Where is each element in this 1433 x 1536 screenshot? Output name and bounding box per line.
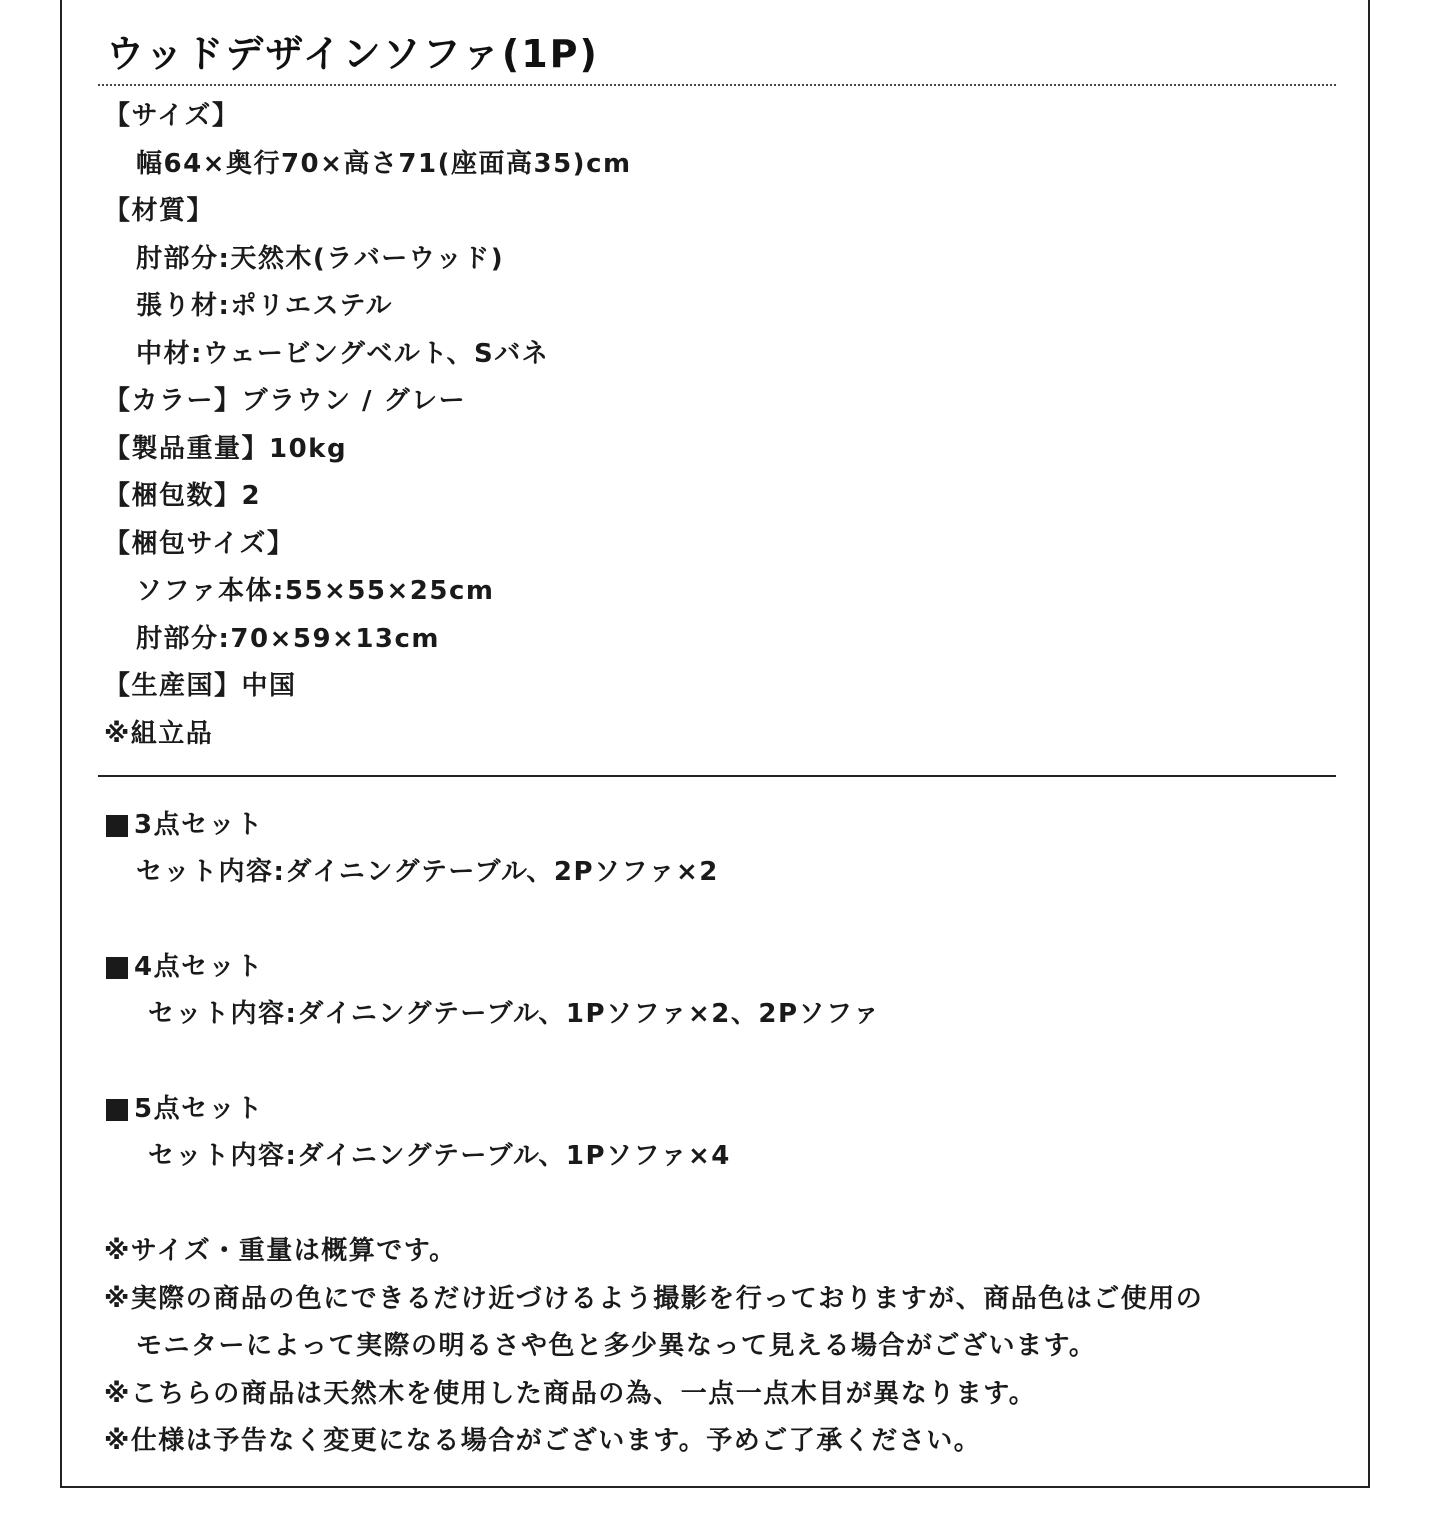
set-3 (104, 802, 1334, 896)
set-4 (104, 944, 1334, 1038)
color-line: 【カラー】ブラウン / グレー (104, 386, 467, 416)
note-spec-change: ※仕様は予告なく変更になる場合がございます。予めご了承ください。 (104, 1426, 982, 1456)
note-color-1: ※実際の商品の色にできるだけ近づけるよう撮影を行っておりますが、商品色はご使用の (104, 1283, 1204, 1314)
package-size-arm: 肘部分:70×59×13cm (136, 623, 441, 654)
packages-line: 【梱包数】2 (104, 481, 262, 511)
section-divider (98, 775, 1336, 777)
black-square-icon (106, 1099, 128, 1121)
size-heading: 【サイズ】 (104, 101, 240, 131)
size-value: 幅64×奥行70×高さ71(座面高35)cm (136, 148, 632, 179)
black-square-icon (106, 957, 128, 979)
note-approximate: ※サイズ・重量は概算です。 (104, 1236, 457, 1266)
product-title: ウッドデザインソファ(1P) (106, 32, 599, 76)
package-size-body: ソファ本体:55×55×25cm (136, 576, 495, 606)
black-square-icon (106, 815, 128, 837)
material-upholstery: 張り材:ポリエステル (136, 291, 394, 321)
set-title: 3点セット (134, 810, 264, 840)
notes-list (104, 1228, 1334, 1466)
material-heading: 【材質】 (104, 196, 215, 226)
set-title: 4点セット (134, 952, 264, 982)
weight-line: 【製品重量】10kg (104, 433, 348, 464)
material-armrest: 肘部分:天然木(ラバーウッド) (136, 243, 505, 274)
spec-list (104, 93, 1334, 758)
origin-line: 【生産国】中国 (104, 671, 297, 701)
title-dotted-divider (98, 84, 1336, 86)
note-color-2: モニターによって実際の明るさや色と多少異なって見える場合がございます。 (136, 1331, 1097, 1361)
assembly-note: ※組立品 (104, 718, 214, 749)
package-size-heading: 【梱包サイズ】 (104, 528, 295, 559)
set-content: セット内容:ダイニングテーブル、1Pソファ×2、2Pソファ (148, 999, 881, 1029)
material-filling: 中材:ウェービングベルト、Sバネ (136, 338, 550, 369)
set-5 (104, 1086, 1334, 1180)
note-wood-grain: ※こちらの商品は天然木を使用した商品の為、一点一点木目が異なります。 (104, 1378, 1037, 1409)
set-content: セット内容:ダイニングテーブル、1Pソファ×4 (148, 1141, 731, 1171)
set-title: 5点セット (134, 1094, 264, 1124)
set-content: セット内容:ダイニングテーブル、2Pソファ×2 (136, 857, 719, 887)
